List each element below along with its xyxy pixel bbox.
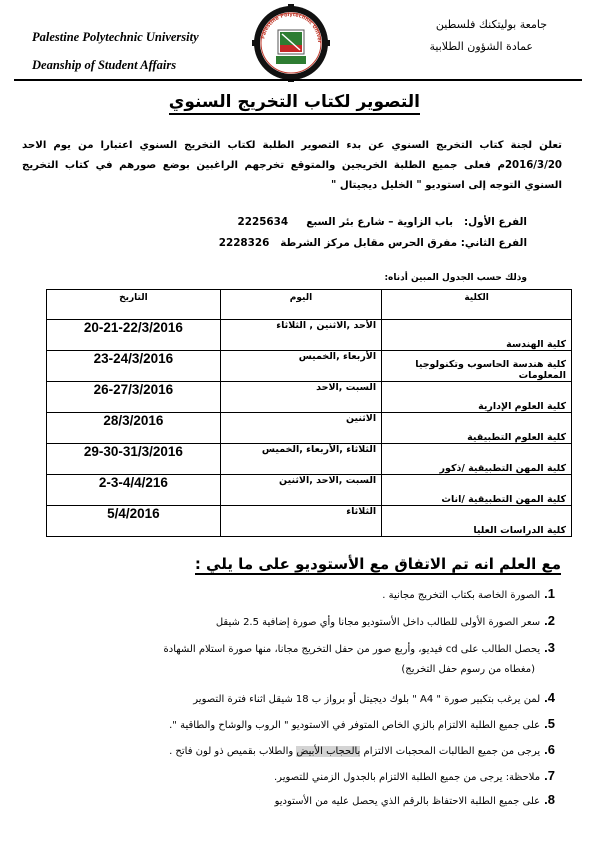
intro-paragraph: تعلن لجنة كتاب التخريج السنوي عن بدء التصوير الطلبة لكتاب التخريج السنوي اعتبارا من يوم الاحد 2016/3/20م فعلى جميع الطلبة الخريجين والمتوقع تخرجهم الراغبين بوضع صورهم في كتاب التخريج السنوي التوجه إلى استوديو " الخليل ديجيتال " bbox=[22, 140, 562, 191]
day-cell: السبت ,الاحد bbox=[220, 382, 381, 413]
date-cell: 28/3/2016 bbox=[47, 413, 221, 444]
item-number: 5. bbox=[544, 716, 555, 731]
item-text: سعر الصورة الأولى للطالب داخل الأستوديو مجانا وأي صورة إضافية 2.5 شيقل bbox=[215, 617, 541, 628]
item-text: على جميع الطلبة الاحتفاظ بالرقم الذي يحصل عليه من الأستوديو bbox=[274, 796, 541, 807]
item-text: يحصل الطالب على cd فيديو، وأربع صور من حفل التخريج مجانا، منها صورة استلام الشهادة bbox=[163, 644, 541, 655]
day-cell: الاثنين bbox=[220, 413, 381, 444]
date-cell: 29-30-31/3/2016 bbox=[47, 444, 221, 475]
item-number: 3. bbox=[544, 640, 555, 655]
date-cell: 23-24/3/2016 bbox=[47, 351, 221, 382]
page-title: التصوير لكتاب التخريج السنوي bbox=[180, 92, 420, 112]
item-text: يرجى من جميع الطالبات المحجبات الالتزام bbox=[360, 746, 541, 757]
list-item bbox=[164, 640, 555, 655]
college-cell: كلية العلوم التطبيقية bbox=[382, 413, 572, 444]
branch-2: الفرع الثاني: مفرق الحرس مقابل مركز الشرطة 2228326 bbox=[218, 237, 527, 249]
notes-title: مع العلم انه تم الاتفاق مع الأستوديو على ما يلي : bbox=[194, 555, 561, 573]
deanship-name-en: Deanship of Student Affairs bbox=[32, 58, 177, 72]
logo-text: Palestine Polytechnic Univer bbox=[260, 11, 323, 44]
item-text: ملاحظة: يرجى من جميع الطلبة الالتزام بالجدول الزمني للتصوير. bbox=[274, 772, 541, 783]
table-row bbox=[47, 444, 572, 475]
item-text: الصورة الخاصة بكتاب التخريج مجانية . bbox=[382, 590, 541, 601]
date-cell: 2-3-4/4/216 bbox=[47, 475, 221, 506]
table-row bbox=[47, 320, 572, 351]
item-number: 8. bbox=[544, 792, 555, 807]
college-cell: كلية المهن التطبيقية /ذكور bbox=[382, 444, 572, 475]
day-cell: الثلاثاء ,الأربعاء ,الخميس bbox=[220, 444, 381, 475]
table-header-row bbox=[47, 290, 572, 320]
list-item bbox=[169, 716, 555, 731]
table-row bbox=[47, 506, 572, 537]
item-text: والطلاب بقميص ذو لون فاتح . bbox=[169, 746, 297, 757]
date-cell: 20-21-22/3/2016 bbox=[47, 320, 221, 351]
university-logo bbox=[252, 4, 330, 82]
header-day: اليوم bbox=[220, 290, 381, 320]
list-item bbox=[169, 742, 555, 757]
schedule-intro: وذلك حسب الجدول المبين أدناه: bbox=[384, 273, 527, 283]
college-cell: كلية الهندسة bbox=[382, 320, 572, 351]
schedule-table bbox=[46, 289, 572, 537]
item-number: 4. bbox=[544, 690, 555, 705]
college-cell: كلية المهن التطبيقية /اناث bbox=[382, 475, 572, 506]
date-cell: 5/4/2016 bbox=[47, 506, 221, 537]
item-number: 7. bbox=[544, 768, 555, 783]
item-number: 2. bbox=[544, 613, 555, 628]
branch-1: الفرع الأول: باب الزاوية – شارع بئر السبع 2225634 bbox=[237, 216, 527, 228]
table-row bbox=[47, 413, 572, 444]
item-number: 6. bbox=[544, 742, 555, 757]
university-name-ar: جامعة بوليتكنك فلسطين bbox=[435, 18, 547, 31]
deanship-name-ar: عمادة الشؤون الطلابية bbox=[429, 40, 533, 53]
list-item bbox=[382, 586, 555, 601]
college-cell: كلية هندسة الحاسوب وتكنولوجيا المعلومات bbox=[382, 351, 572, 382]
college-cell: كلية الدراسات العليا bbox=[382, 506, 572, 537]
university-name-en: Palestine Polytechnic University bbox=[32, 30, 199, 44]
list-item bbox=[274, 768, 555, 783]
day-cell: الأحد ,الاثنين , الثلاثاء bbox=[220, 320, 381, 351]
list-item bbox=[275, 792, 555, 807]
day-cell: الأربعاء ,الخميس bbox=[220, 351, 381, 382]
table-row bbox=[47, 475, 572, 506]
date-cell: 26-27/3/2016 bbox=[47, 382, 221, 413]
table-row bbox=[47, 382, 572, 413]
college-cell: كلية العلوم الإدارية bbox=[382, 382, 572, 413]
header-divider bbox=[14, 79, 582, 81]
list-item-continuation: (مغطاه من رسوم حفل التخريج) bbox=[401, 664, 535, 675]
item-text: على جميع الطلبة الالتزام بالزي الخاص المتوفر في الاستوديو " الروب والوشاح والطاقية ". bbox=[169, 720, 541, 731]
list-item bbox=[216, 613, 555, 628]
item-text: لمن يرغب بتكبير صورة " A4 " بلوك ديجيتل أو برواز ب 18 شيقل اثناء فترة التصوير bbox=[193, 694, 541, 705]
header-date: التاريخ bbox=[47, 290, 221, 320]
table-row bbox=[47, 351, 572, 382]
day-cell: الثلاثاء bbox=[220, 506, 381, 537]
item-number: 1. bbox=[544, 586, 555, 601]
list-item bbox=[193, 690, 555, 705]
header-college: الكلية bbox=[382, 290, 572, 320]
highlighted-text: بالحجاب الأبيض bbox=[296, 746, 361, 757]
day-cell: السبت ,الاحد ,الاثنين bbox=[220, 475, 381, 506]
